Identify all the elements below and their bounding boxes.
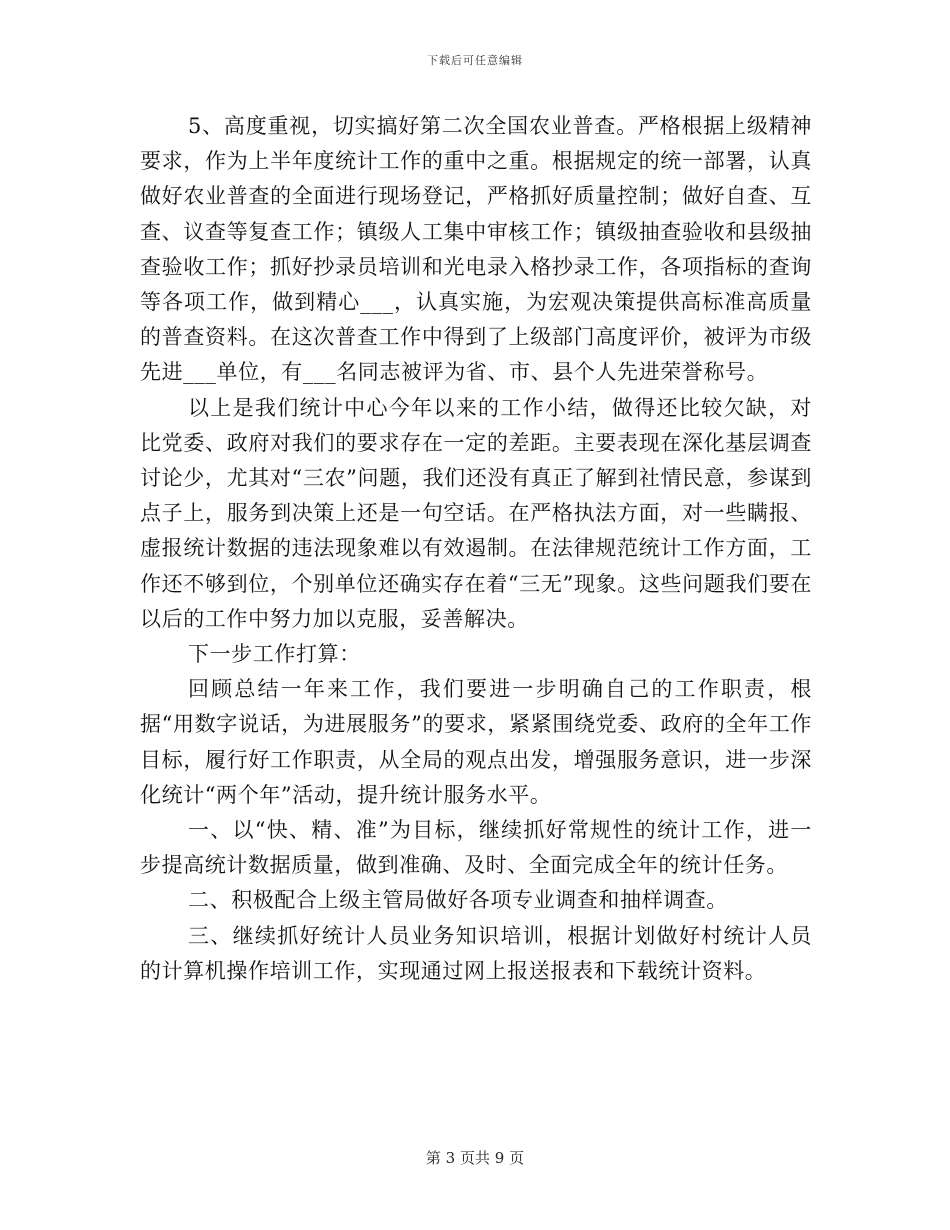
paragraph-agricultural-census: 5、高度重视，切实搞好第二次全国农业普查。严格根据上级精神要求，作为上半年度统计工作的重中之重。根据规定的统一部署，认真做好农业普查的全面进行现场登记，严格抓好质量控制；做好自查、互查、议查等复查工作；镇级人工集中审核工作；镇级抽查验收和县级抽查验收工作；抓好抄录员培训和光电录入格抄录工作，各项指标的查询等各项工作，做到精心___，认真实施，为宏观决策提供高标准高质量的普查资料。在这次普查工作中得到了上级部门高度评价，被评为市级先进___单位，有___名同志被评为省、市、县个人先进荣誉称号。: [140, 114, 812, 385]
paragraph-review-summary: 回顾总结一年来工作，我们要进一步明确自己的工作职责，根据“用数字说话，为进展服务”的要求，紧紧围绕党委、政府的全年工作目标，履行好工作职责，从全局的观点出发，增强服务意识，进一步深化统计“两个年”活动，提升统计服务水平。: [140, 677, 812, 807]
paragraph-item-three: 三、继续抓好统计人员业务知识培训，根据计划做好村统计人员的计算机操作培训工作，实现通过网上报送报表和下载统计资料。: [140, 923, 812, 983]
paragraph-item-one: 一、以“快、精、准”为目标，继续抓好常规性的统计工作，进一步提高统计数据质量，做到准确、及时、全面完成全年的统计任务。: [140, 818, 812, 878]
paragraph-item-two: 二、积极配合上级主管局做好各项专业调查和抽样调查。: [188, 888, 728, 913]
paragraph-next-steps-heading: 下一步工作打算：: [188, 642, 361, 667]
page-header: 下载后可任意编辑: [427, 54, 523, 67]
page-number-footer: 第 3 页共 9 页: [425, 1149, 525, 1167]
paragraph-work-summary-shortcomings: 以上是我们统计中心今年以来的工作小结，做得还比较欠缺，对比党委、政府对我们的要求存在一定的差距。主要表现在深化基层调查讨论少，尤其对“三农”问题，我们还没有真正了解到社情民意，参谋到点子上，服务到决策上还是一句空话。在严格执法方面，对一些瞒报、虚报统计数据的违法现象难以有效遏制。在法律规范统计工作方面，工作还不够到位，个别单位还确实存在着“三无”现象。这些问题我们要在以后的工作中努力加以克服，妥善解决。: [140, 395, 812, 631]
document-body: [140, 109, 812, 989]
